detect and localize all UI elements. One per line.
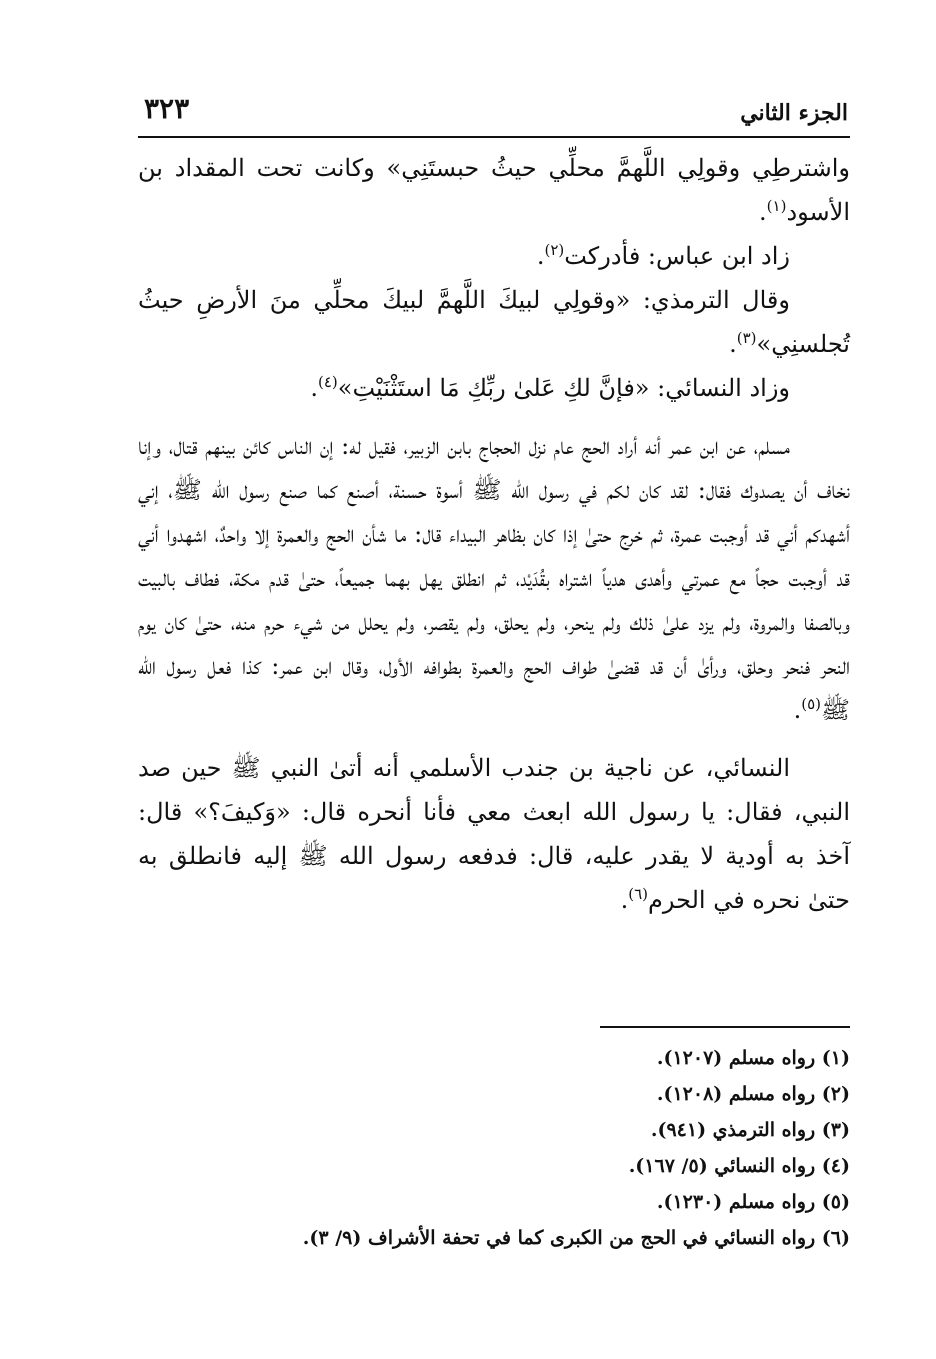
paragraph-2-text: زاد ابن عباس: فأدركت <box>564 242 790 270</box>
page-header <box>138 92 850 138</box>
footnote-ref-3: (٣) <box>736 329 757 347</box>
footnote-1: (١) رواه مسلم (١٢٠٧). <box>656 1047 850 1069</box>
running-title: الجزء الثاني <box>740 100 848 126</box>
paragraph-1-end: . <box>759 198 767 226</box>
paragraph-2 <box>138 234 850 278</box>
footnote-4: (٤) رواه النسائي (٥/ ١٦٧). <box>628 1155 850 1177</box>
footnote-ref-4: (٤) <box>318 373 338 391</box>
paragraph-1 <box>138 146 850 234</box>
main-text <box>138 146 850 922</box>
footnote-5: (٥) رواه مسلم (١٢٣٠). <box>656 1191 850 1213</box>
paragraph-6 <box>138 746 850 922</box>
footnote-ref-1: (١) <box>766 197 787 215</box>
footnote-ref-5: (٥) <box>801 695 821 713</box>
footnote-divider <box>600 1026 850 1028</box>
paragraph-6-end: . <box>620 886 629 914</box>
footnote-2: (٢) رواه مسلم (١٢٠٨). <box>656 1083 850 1105</box>
paragraph-5 <box>138 424 850 732</box>
paragraph-6-text: النسائي، عن ناجية بن جندب الأسلمي أنه أتىٰ النبي ﷺ حين صد النبي، فقال: يا رسول الله ابعث معي فأنا أنحره قال: «وَكيفَ؟» قال: آخذ به أودية لا يقدر عليه، قال: فدفعه رسول الله ﷺ إليه فانطلق به حتىٰ نحره في الحرم <box>138 754 850 914</box>
footnote-ref-2: (٢) <box>544 241 565 259</box>
page-number: ٣٢٣ <box>144 92 190 125</box>
paragraph-3-end: . <box>729 330 737 358</box>
paragraph-3 <box>138 278 850 366</box>
paragraph-1-text: واشترطِي وقولِي اللَّهمَّ محلِّي حيثُ حبستَنِي» وكانت تحت المقداد بن الأسود <box>138 154 850 226</box>
paragraph-2-end: . <box>536 242 545 270</box>
paragraph-3-text: وقال الترمذي: «وقولِي لبيكَ اللَّهمَّ لبيكَ محلِّي منَ الأرضِ حيثُ تُجلسنِي» <box>138 286 850 358</box>
paragraph-4-end: . <box>310 374 318 402</box>
footnote-6: (٦) رواه النسائي في الحج من الكبرى كما في تحفة الأشراف (٩/ ٣). <box>302 1227 850 1249</box>
paragraph-4 <box>138 366 850 410</box>
footnote-ref-6: (٦) <box>628 885 648 903</box>
footnote-3: (٣) رواه الترمذي (٩٤١). <box>650 1119 850 1141</box>
paragraph-4-text: وزاد النسائي: «فإنَّ لكِ عَلىٰ ربِّكِ مَا استَثْنَيْتِ» <box>337 374 790 402</box>
paragraph-5-end: . <box>793 696 802 724</box>
footnotes <box>138 1040 850 1256</box>
paragraph-5-text: مسلم، عن ابن عمر أنه أراد الحج عام نزل الحجاج بابن الزبير، فقيل له: إن الناس كائن بينهم قتال، وإنا نخاف أن يصدوك فقال: لقد كان لكم في رسول الله ﷺ أسوة حسنة، أصنع كما صنع رسول الله ﷺ، إني أشهدكم أني قد أوجبت عمرة، ثم خرج حتىٰ إذا كان بظاهر البيداء قال: ما شأن الحج والعمرة إلا واحدٌ، اشهدوا أني قد أوجبت حجاً مع عمرتي وأهدى هدياً اشتراه بقُدَيْد، ثم انطلق يهل بهما جميعاً، حتىٰ قدم مكة، فطاف بالبيت وبالصفا والمروة، ولم يزد علىٰ ذلك ولم ينحر، ولم يحلق، ولم يقصر، ولم يحلل من شيء حرم منه، حتىٰ كان يوم النحر فنحر وحلق، ورأىٰ أن قد قضىٰ طواف الحج والعمرة بطوافه الأول، وقال ابن عمر: كذا فعل رسول الله ﷺ <box>138 432 850 724</box>
